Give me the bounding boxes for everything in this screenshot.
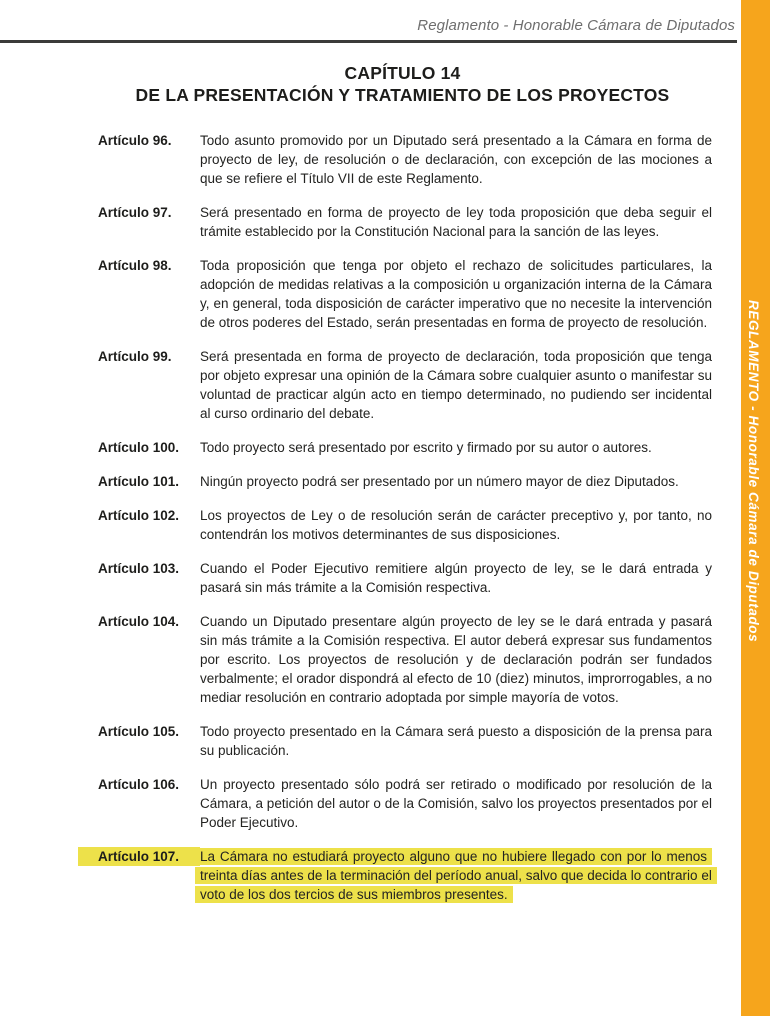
article-row-106 [98,775,712,832]
article-text-highlighted [200,847,712,904]
page-header-bar [0,0,770,43]
article-text: Todo proyecto será presentado por escrito y firmado por su autor o autores. [200,440,652,455]
header-rule [0,40,737,43]
article-text: Un proyecto presentado sólo podrá ser retirado o modificado por resolución de la Cámara, a petición del autor o de la Comisión, salvo los proyectos presentados por el Poder Ejecutivo. [200,777,712,830]
article-text: Todo asunto promovido por un Diputado será presentado a la Cámara en forma de proyecto de ley, de resolución o de declaración, con excepción de las mociones a que se refiere el Título VII de este Reglamento. [200,133,712,186]
article-row-100 [98,438,712,457]
articles-list [98,131,712,919]
side-tab [741,0,770,1016]
chapter-subtitle: DE LA PRESENTACIÓN Y TRATAMIENTO DE LOS PROYECTOS [135,85,670,105]
article-label: Artículo 104. [98,614,180,629]
article-row-99 [98,347,712,423]
article-label: Artículo 100. [98,440,180,455]
article-row-107-highlighted [98,847,712,904]
side-tab-label: REGLAMENTO - Honorable Cámara de Diputados [746,300,761,643]
article-text: Será presentada en forma de proyecto de declaración, toda proposición que tenga por objeto expresar una opinión de la Cámara sobre cualquier asunto o manifestar su voluntad de practicar algún acto en tiempo determinado, no pudiendo ser incidental al curso ordinario del debate. [200,349,712,421]
article-row-101 [98,472,712,491]
article-label: Artículo 106. [98,777,180,792]
article-row-103 [98,559,712,597]
chapter-number-title: CAPÍTULO 14 [344,63,461,83]
article-label: Artículo 98. [98,258,172,273]
article-label: Artículo 97. [98,205,172,220]
article-row-102 [98,506,712,544]
article-text: Ningún proyecto podrá ser presentado por un número mayor de diez Diputados. [200,474,679,489]
article-row-104 [98,612,712,707]
article-row-97 [98,203,712,241]
article-label: Artículo 99. [98,349,172,364]
chapter-heading [80,62,725,106]
article-text: Cuando un Diputado presentare algún proyecto de ley se le dará entrada y pasará sin más trámite a la Comisión respectiva. El autor deberá expresar sus fundamentos por escrito. Los proyectos de resolución y de declaración podrán ser fundados verbalmente; el orador dispondrá al efecto de 10 (diez) minutos, improrrogables, a no mediar resolución en contrario adoptada por simple mayoría de votos. [200,614,712,705]
article-text: Será presentado en forma de proyecto de ley toda proposición que deba seguir el trámite establecido por la Constitución Nacional para la sanción de las leyes. [200,205,712,239]
article-text: Los proyectos de Ley o de resolución serán de carácter preceptivo y, por tanto, no contendrán los motivos determinantes de sus disposiciones. [200,508,712,542]
article-label: Artículo 103. [98,561,180,576]
article-row-105 [98,722,712,760]
article-text: Todo proyecto presentado en la Cámara será puesto a disposición de la prensa para su publicación. [200,724,712,758]
highlight-marker: La Cámara no estudiará proyecto alguno que no hubiere llegado con por lo menos treinta días antes de la terminación del período anual, salvo que decida lo contrario el voto de los dos tercios de sus miembros presentes. [195,848,717,903]
running-header: Reglamento - Honorable Cámara de Diputados [417,17,735,34]
article-row-96 [98,131,712,188]
article-label: Artículo 102. [98,508,180,523]
article-row-98 [98,256,712,332]
article-label: Artículo 96. [98,133,172,148]
article-text: Toda proposición que tenga por objeto el rechazo de solicitudes particulares, la adopción de medidas relativas a la composición u organización interna de la Cámara y, en general, toda disposición de carácter imperativo que no necesite la intervención de otros poderes del Estado, serán presentadas en forma de proyecto de resolución. [200,258,712,330]
article-text: Cuando el Poder Ejecutivo remitiere algún proyecto de ley, se le dará entrada y pasará sin más trámite a la Comisión respectiva. [200,561,712,595]
article-label: Artículo 101. [98,474,180,489]
article-label-highlighted: Artículo 107. [98,847,200,866]
article-label: Artículo 105. [98,724,180,739]
